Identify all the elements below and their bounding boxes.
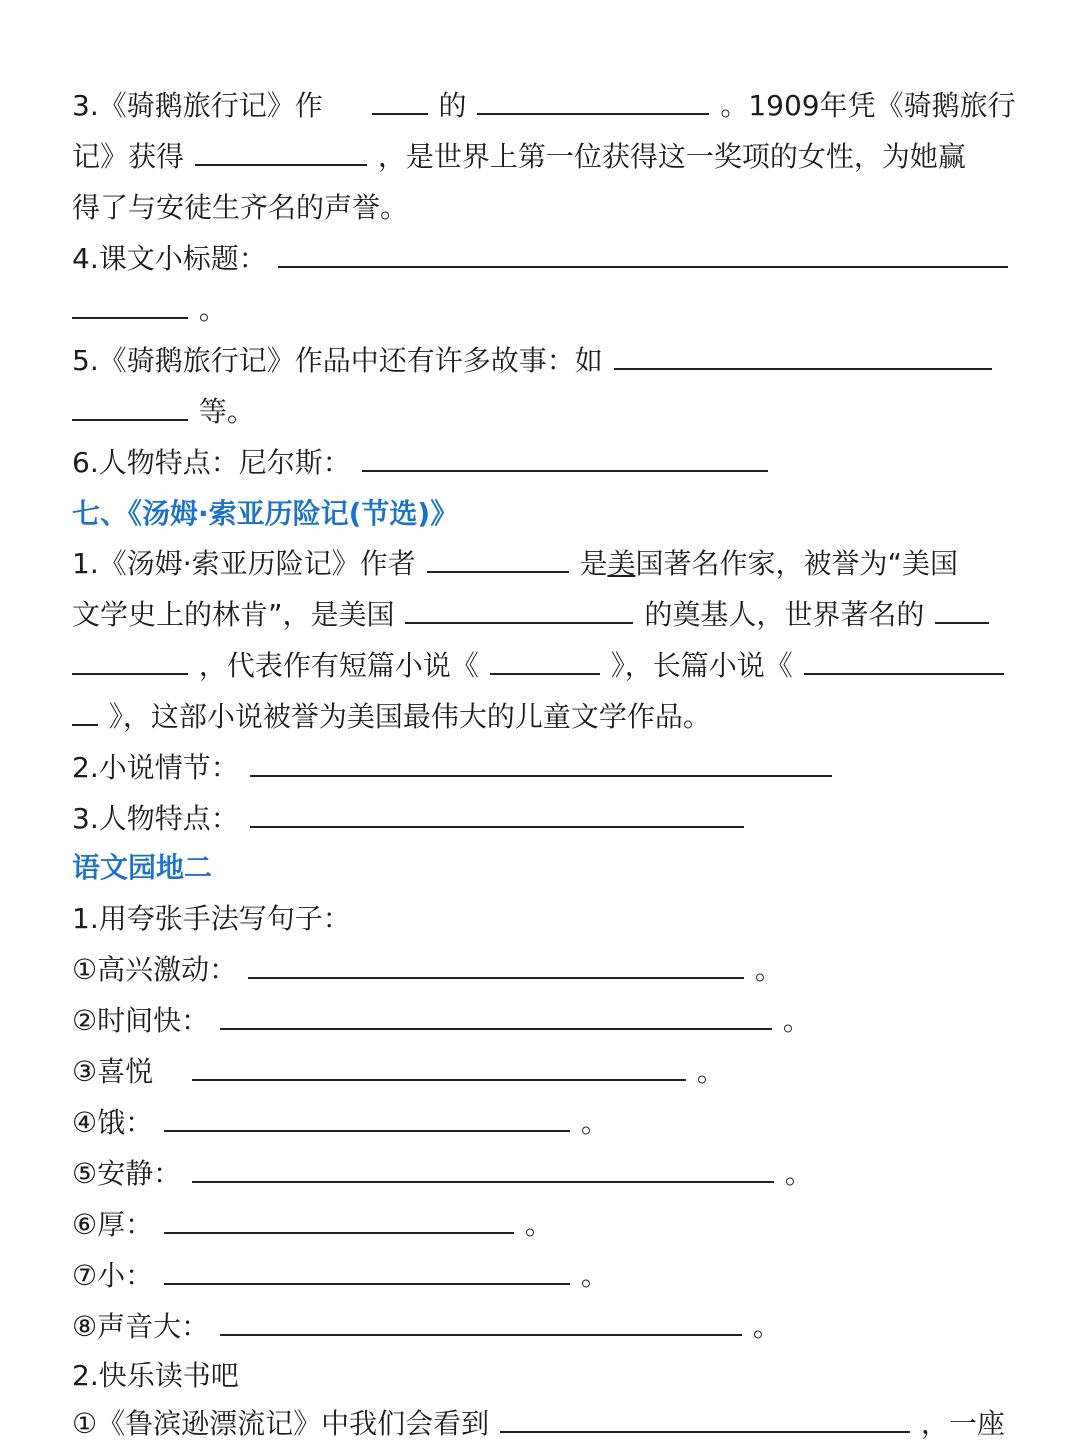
q5-line-2 bbox=[72, 392, 255, 432]
q6-label: 6.人物特点：尼尔斯： bbox=[72, 446, 351, 479]
q3-text-1: 3.《骑鹅旅行记》作 bbox=[72, 89, 323, 122]
q4-label: 4.课文小标题： bbox=[72, 242, 267, 275]
s7-q1-text-6: 》，长篇小说《 bbox=[610, 649, 793, 682]
s7-q1-novel-blank-continued[interactable] bbox=[72, 698, 98, 726]
exaggeration-item-label: ⑦小： bbox=[72, 1259, 154, 1292]
s7-q1-title-blank-continued[interactable] bbox=[72, 647, 188, 675]
s7-q1-text-2b: 美 bbox=[607, 547, 636, 580]
s7-q1-line-3 bbox=[72, 646, 1006, 686]
exaggeration-item-end: 。 bbox=[784, 1157, 813, 1190]
exaggeration-item-label: ②时间快： bbox=[72, 1004, 210, 1037]
q3-award-blank[interactable] bbox=[195, 138, 367, 166]
s7-q1-text-7: 》，这部小说被誉为美国最伟大的儿童文学作品。 bbox=[108, 700, 711, 733]
reading-item-1-blank[interactable] bbox=[500, 1405, 910, 1433]
q6-traits-blank[interactable] bbox=[362, 444, 768, 472]
s7-q2-line bbox=[72, 748, 834, 788]
s7-q1-title-blank[interactable] bbox=[935, 596, 989, 624]
exaggeration-item-4 bbox=[72, 1103, 609, 1143]
exaggeration-item-label: ①高兴激动： bbox=[72, 953, 238, 986]
s7-q1-text-2c: 国著名作家，被誉为“美国 bbox=[635, 547, 958, 580]
q5-end: 等。 bbox=[198, 395, 255, 428]
exaggeration-item-label: ③喜悦 bbox=[72, 1055, 154, 1088]
q5-line-1 bbox=[72, 341, 994, 381]
reading-item-1 bbox=[72, 1404, 1005, 1444]
q4-line-1 bbox=[72, 239, 1010, 279]
q6-line bbox=[72, 443, 770, 483]
garden-heading: 语文园地二 bbox=[72, 851, 213, 884]
exaggeration-item-label: ⑥厚： bbox=[72, 1208, 154, 1241]
reading-item-1-text-1: ①《鲁滨逊漂流记》中我们会看到 bbox=[72, 1407, 490, 1440]
q3-line-1 bbox=[72, 86, 1016, 126]
s7-q2-label: 2.小说情节： bbox=[72, 751, 239, 784]
exaggeration-item-label: ⑧声音大： bbox=[72, 1310, 210, 1343]
q3-text-3: 。1909年凭《骑鹅旅行 bbox=[720, 89, 1016, 122]
s7-q1-text-2a: 是 bbox=[579, 547, 608, 580]
exaggeration-answer-blank[interactable] bbox=[192, 1155, 774, 1183]
exaggeration-answer-blank[interactable] bbox=[192, 1053, 686, 1081]
exaggeration-item-end: 。 bbox=[782, 1004, 811, 1037]
exaggeration-item-7 bbox=[72, 1256, 609, 1296]
s7-q3-label: 3.人物特点： bbox=[72, 802, 239, 835]
s7-q1-short-story-blank[interactable] bbox=[490, 647, 600, 675]
reading-item-1-text-2: ，一座 bbox=[920, 1407, 1005, 1440]
s7-q3-traits-blank[interactable] bbox=[250, 800, 744, 828]
garden-q2-line bbox=[72, 1356, 239, 1396]
exaggeration-item-2 bbox=[72, 1001, 811, 1041]
exaggeration-answer-blank[interactable] bbox=[220, 1308, 742, 1336]
s7-q1-line-1 bbox=[72, 544, 958, 584]
exaggeration-item-label: ⑤安静： bbox=[72, 1157, 182, 1190]
exaggeration-answer-blank[interactable] bbox=[164, 1257, 570, 1285]
s7-q1-text-1: 1.《汤姆·索亚历险记》作者 bbox=[72, 547, 416, 580]
q5-stories-blank[interactable] bbox=[614, 342, 992, 370]
s7-q1-novel-blank[interactable] bbox=[804, 647, 1004, 675]
s7-q1-line-4 bbox=[72, 697, 711, 737]
exaggeration-item-end: 。 bbox=[752, 1310, 781, 1343]
s7-q1-text-5: ，代表作有短篇小说《 bbox=[198, 649, 479, 682]
s7-q1-text-3: 文学史上的林肯”，是美国 bbox=[72, 598, 395, 631]
exaggeration-item-5 bbox=[72, 1154, 813, 1194]
s7-q1-line-2 bbox=[72, 595, 991, 635]
s7-q1-genre-blank[interactable] bbox=[405, 596, 633, 624]
garden-q2-label: 2.快乐读书吧 bbox=[72, 1359, 239, 1392]
s7-q1-text-4: 的奠基人，世界著名的 bbox=[644, 598, 925, 631]
exaggeration-item-end: 。 bbox=[754, 953, 783, 986]
exaggeration-item-end: 。 bbox=[580, 1106, 609, 1139]
exaggeration-item-6 bbox=[72, 1205, 553, 1245]
q3-line-3 bbox=[72, 188, 408, 228]
q5-label: 5.《骑鹅旅行记》作品中还有许多故事：如 bbox=[72, 344, 603, 377]
exaggeration-item-end: 。 bbox=[696, 1055, 725, 1088]
exaggeration-item-1 bbox=[72, 950, 783, 990]
q4-line-2 bbox=[72, 290, 227, 330]
q5-stories-blank-continued[interactable] bbox=[72, 393, 188, 421]
q3-text-2: 的 bbox=[438, 89, 467, 122]
s7-q2-plot-blank[interactable] bbox=[250, 749, 832, 777]
q3-text-6: 得了与安徒生齐名的声誉。 bbox=[72, 191, 409, 224]
q3-text-4: 记》获得 bbox=[72, 140, 185, 173]
q4-titles-blank-continued[interactable] bbox=[72, 291, 188, 319]
q4-titles-blank[interactable] bbox=[278, 240, 1008, 268]
exaggeration-answer-blank[interactable] bbox=[164, 1206, 514, 1234]
garden-q1-label: 1.用夸张手法写句子： bbox=[72, 902, 351, 935]
exaggeration-answer-blank[interactable] bbox=[164, 1104, 570, 1132]
q3-author-country-blank[interactable] bbox=[372, 87, 428, 115]
exaggeration-item-label: ④饿： bbox=[72, 1106, 154, 1139]
exaggeration-item-3 bbox=[72, 1052, 725, 1092]
exaggeration-answer-blank[interactable] bbox=[248, 951, 744, 979]
q3-author-name-blank[interactable] bbox=[477, 87, 709, 115]
exaggeration-item-end: 。 bbox=[580, 1259, 609, 1292]
exaggeration-item-end: 。 bbox=[524, 1208, 553, 1241]
s7-q3-line bbox=[72, 799, 746, 839]
garden-q1-line bbox=[72, 899, 351, 939]
s7-q1-author-blank[interactable] bbox=[427, 545, 569, 573]
q4-end: 。 bbox=[198, 293, 227, 326]
q3-text-5: ，是世界上第一位获得这一奖项的女性，为她赢 bbox=[377, 140, 966, 173]
q3-line-2 bbox=[72, 137, 966, 177]
exaggeration-answer-blank[interactable] bbox=[220, 1002, 772, 1030]
exaggeration-item-8 bbox=[72, 1307, 781, 1347]
section-seven-heading: 七、《汤姆·索亚历险记(节选)》 bbox=[72, 497, 459, 530]
